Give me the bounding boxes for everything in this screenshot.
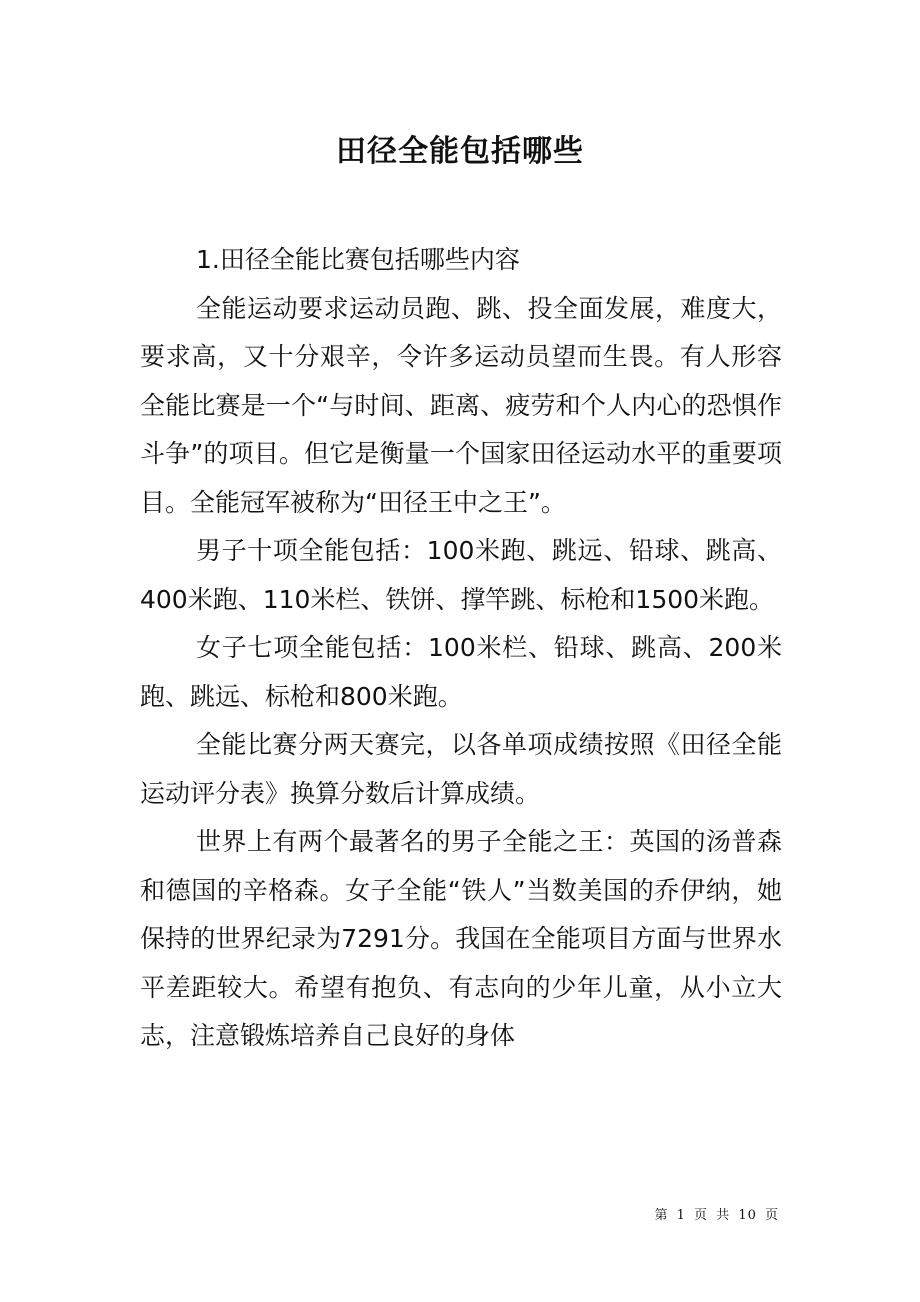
paragraph-champions: 世界上有两个最著名的男子全能之王：英国的汤普森和德国的辛格森。女子全能“铁人”当数美国的乔伊纳，她保持的世界纪录为7291分。我国在全能项目方面与世界水平差距较大。希望有抱负、有志向的少年儿童，从小立大志，注意锻炼培养自己良好的身体: [140, 827, 782, 1050]
document-body: [140, 236, 782, 1061]
section-heading: 1.田径全能比赛包括哪些内容: [196, 245, 520, 274]
document-title: 田径全能包括哪些: [336, 134, 584, 169]
paragraph-scoring: 全能比赛分两天赛完，以各单项成绩按照《田径全能运动评分表》换算分数后计算成绩。: [140, 730, 782, 808]
paragraph-men-decathlon: 男子十项全能包括：100米跑、跳远、铅球、跳高、400米跑、110米栏、铁饼、撑竿跳、标枪和1500米跑。: [140, 536, 782, 614]
paragraph-women-heptathlon: 女子七项全能包括：100米栏、铅球、跳高、200米跑、跳远、标枪和800米跑。: [140, 633, 782, 711]
paragraph-intro: 全能运动要求运动员跑、跳、投全面发展，难度大，要求高，又十分艰辛，令许多运动员望而生畏。有人形容全能比赛是一个“与时间、距离、疲劳和个人内心的恐惧作斗争”的项目。但它是衡量一个国家田径运动水平的重要项目。全能冠军被称为“田径王中之王”。: [140, 293, 782, 517]
page-number-footer: 第 1 页 共 10 页: [654, 1208, 779, 1223]
